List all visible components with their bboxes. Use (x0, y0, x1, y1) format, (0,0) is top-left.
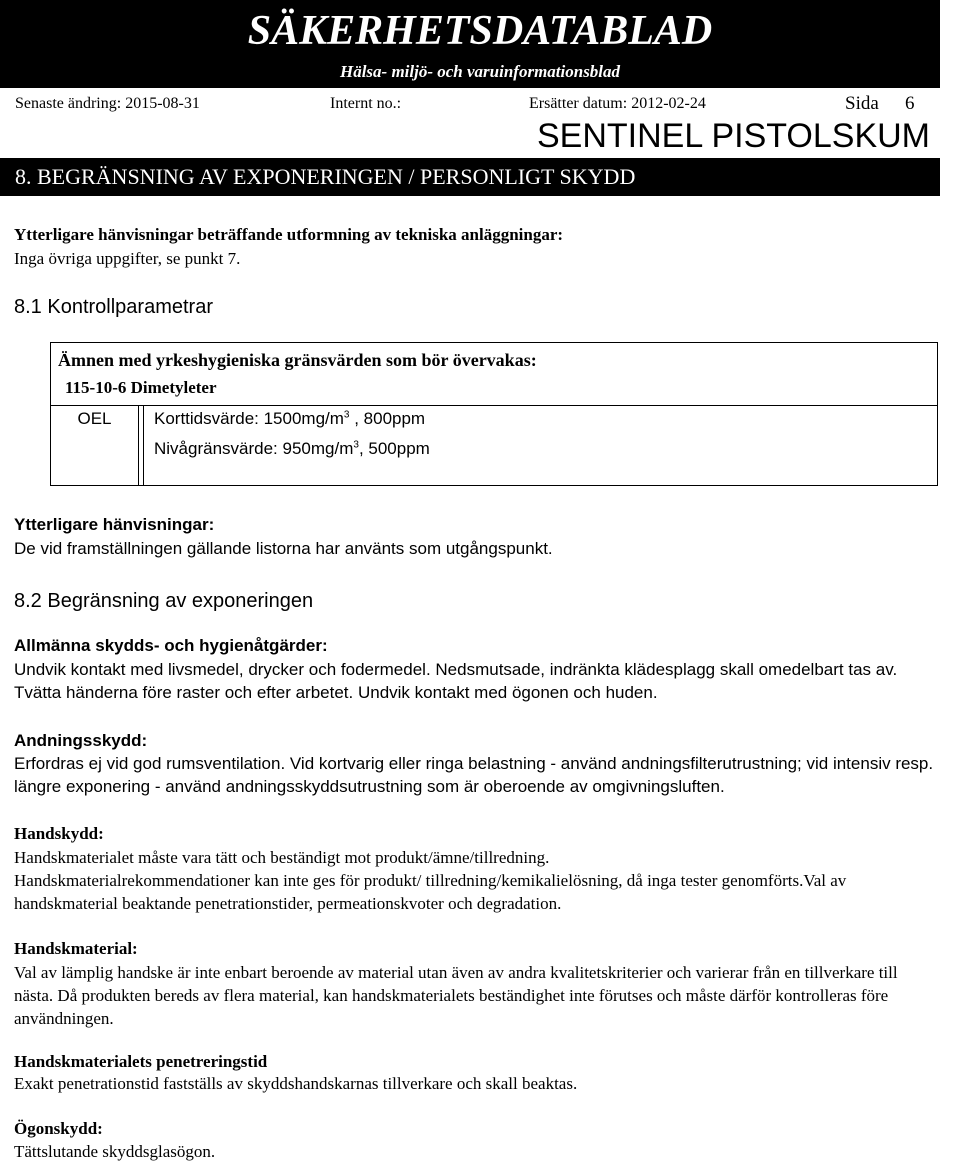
oel-label: OEL (77, 409, 112, 428)
further-references-heading: Ytterligare hänvisningar: (14, 515, 215, 534)
control-parameters-heading: 8.1 Kontrollparametrar (14, 296, 213, 318)
document-title: SÄKERHETSDATABLAD (247, 8, 713, 54)
penetration-time-text: Exakt penetrationstid fastställs av skyddshandskarnas tillverkare och skall beaktas. (14, 1074, 578, 1093)
eye-protection-heading: Ögonskydd: (14, 1119, 103, 1138)
oel-level-value: Nivågränsvärde: $950mg/m^3$, 500ppm (154, 439, 430, 458)
oel-divider (51, 405, 937, 406)
oel-table (50, 342, 938, 486)
page-number: 6 (905, 93, 915, 114)
glove-material-text: Val av lämplig handske är inte enbart beroende av material utan även av andra kvalitetskriterier och varierar från en tillverkare till nästa. Då produkten bereds av flera material, kan handskmaterialets beständighet inte förutses och måste därför kontrolleras före användningen. (14, 963, 898, 1028)
further-references-text: De vid framställningen gällande listorna har använts som utgångspunkt. (14, 539, 553, 558)
oel-substance: 115-10-6 Dimetyleter (65, 378, 217, 397)
penetration-time-heading: Handskmaterialets penetreringstid (14, 1052, 268, 1071)
oel-short-term-value: Korttidsvärde: $1500mg/m^3$ , 800ppm (154, 409, 426, 428)
page-label: Sida (845, 93, 879, 114)
section-bar (0, 158, 940, 196)
internal-number: Internt no.: (330, 95, 402, 112)
glove-material-heading: Handskmaterial: (14, 939, 138, 958)
technical-heading: Ytterligare hänvisningar beträffande utformning av tekniska anläggningar: (14, 225, 564, 244)
section-title: 8. BEGRÄNSNING AV EXPONERINGEN / PERSONLIGT SKYDD (15, 164, 636, 189)
oel-divider (138, 405, 139, 485)
breathing-protection-text: Erfordras ej vid god rumsventilation. Vid kortvarig eller ringa belastning - använd andningsfilterutrustning; vid intensiv resp. längre exponering - använd andningsskyddsutrustning som är oberoende av omgivningsluften. (14, 754, 934, 796)
exposure-control-heading: 8.2 Begränsning av exponeringen (14, 590, 314, 612)
hand-protection-text-1: Handskmaterialet måste vara tätt och beständigt mot produkt/ämne/tillredning. (14, 848, 550, 867)
breathing-protection-heading: Andningsskydd: (14, 731, 148, 750)
replaces-date: Ersätter datum: 2012-02-24 (529, 95, 706, 112)
last-change: Senaste ändring: 2015-08-31 (15, 95, 200, 112)
eye-protection-text: Tättslutande skyddsglasögon. (14, 1142, 216, 1161)
general-hygiene-text: Undvik kontakt med livsmedel, drycker och fodermedel. Nedsmutsade, indränkta klädesplagg skall omedelbart tas av. Tvätta händerna före raster och efter arbetet. Undvik kontakt med ögonen och huden. (14, 660, 898, 702)
hand-protection-text-2: Handskmaterialrekommendationer kan inte ges för produkt/ tillredning/kemikalielösning, då inga tester genomförts.Val av handskmaterial beaktande penetrationstider, permeationskvoter och degradation. (14, 871, 847, 913)
product-name: SENTINEL PISTOLSKUM (537, 117, 930, 155)
document-meta-row (15, 90, 945, 118)
document-subtitle: Hälsa- miljö- och varuinformationsblad (339, 62, 621, 81)
oel-divider (143, 405, 144, 485)
oel-table-heading: Ämnen med yrkeshygieniska gränsvärden som bör övervakas: (58, 350, 537, 370)
general-hygiene-heading: Allmänna skydds- och hygienåtgärder: (14, 636, 328, 655)
hand-protection-heading: Handskydd: (14, 824, 104, 843)
technical-text: Inga övriga uppgifter, se punkt 7. (14, 249, 241, 268)
